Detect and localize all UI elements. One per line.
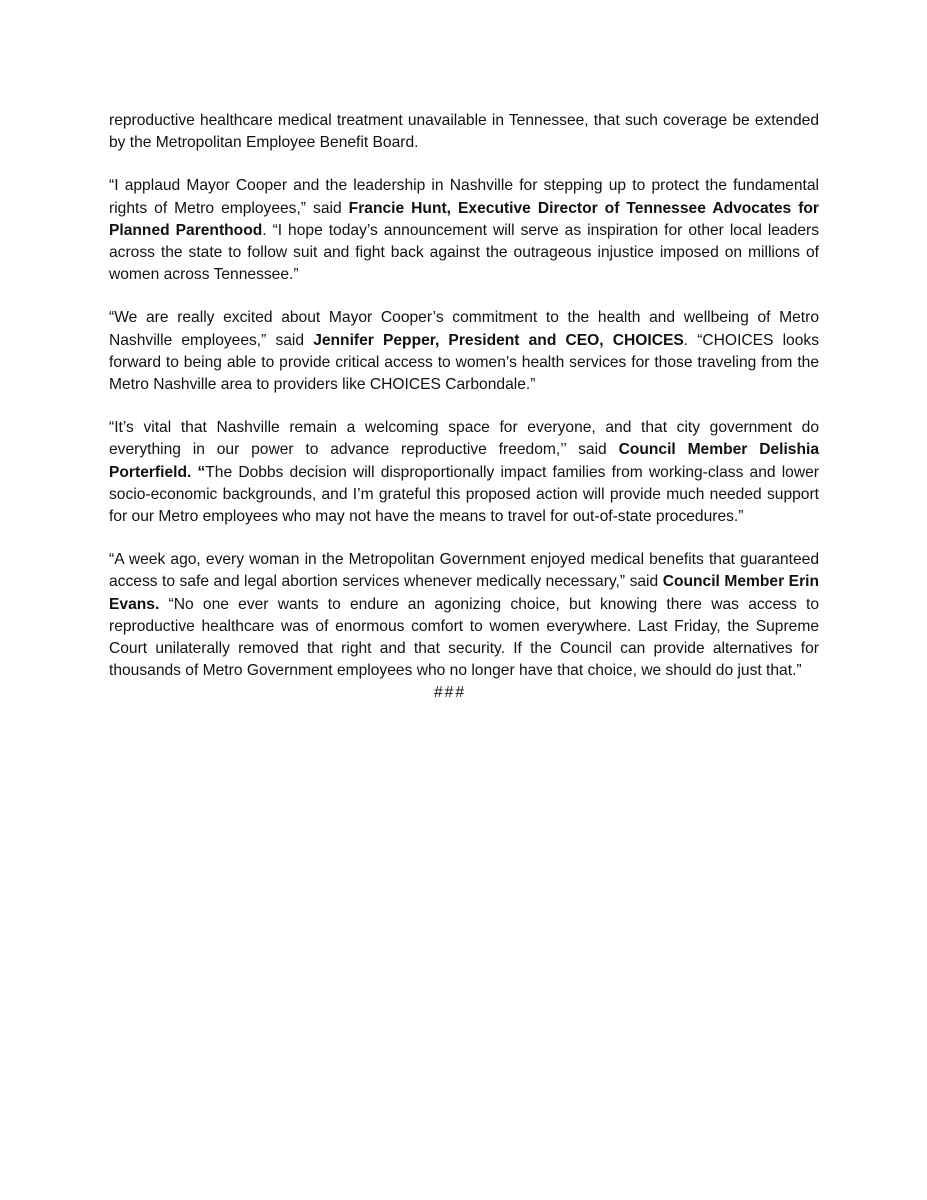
quote-text: “No one ever wants to endure an agonizing choice, but knowing there was access to reproductive healthcare was of enormous comfort to women everywhere. Last Friday, the Supreme Court unilaterally removed that right and that security. If the Council can provide alternatives for thousands of Metro Government employees who no longer have that choice, we should do just that.” [109,595,819,680]
quote-text: “A week ago, every woman in the Metropolitan Government enjoyed medical benefits that guaranteed access to safe and legal abortion services whenever medically necessary,” said [109,551,819,591]
end-of-release-mark: ### [433,684,467,702]
document-body [109,110,819,705]
quote-text: “We are really excited about Mayor Cooper’s commitment to the health and wellbeing of Metro Nashville employees,” said [109,309,819,349]
paragraph-text: reproductive healthcare medical treatment unavailable in Tennessee, that such coverage be extended by the Metropolitan Employee Benefit Board. [109,112,819,152]
quote-text: . “CHOICES looks forward to being able to provide critical access to women’s health services for those traveling from the Metro Nashville area to providers like CHOICES Carbondale.” [109,331,819,394]
speaker-attribution: Council Member Erin Evans. [109,573,820,613]
paragraph-quote-delishia-porterfield [109,417,819,528]
paragraph-quote-erin-evans [109,549,819,682]
paragraph-quote-francie-hunt [109,175,819,286]
quote-text: . “I hope today’s announcement will serve as inspiration for other local leaders across the state to follow suit and fight back against the outrageous injustice imposed on millions of women across Tennessee.” [109,221,820,284]
quote-text: “I applaud Mayor Cooper and the leadership in Nashville for stepping up to protect the fundamental rights of Metro employees,” said [109,177,819,217]
quote-text: “It’s vital that Nashville remain a welcoming space for everyone, and that city government do everything in our power to advance reproductive freedom,’’ said [109,419,819,459]
quote-text: The Dobbs decision will disproportionally impact families from working-class and lower socio-economic backgrounds, and I’m grateful this proposed action will provide much needed support for our Metro employees who may not have the means to travel for out-of-state procedures.” [109,463,819,526]
paragraph-benefit-board [109,110,819,154]
paragraph-quote-jennifer-pepper [109,307,819,396]
speaker-attribution: Council Member Delishia Porterfield. “ [109,441,819,481]
speaker-attribution: Francie Hunt, Executive Director of Tennessee Advocates for Planned Parenthood [109,199,819,239]
speaker-attribution: Jennifer Pepper, President and CEO, CHOICES [313,331,684,349]
